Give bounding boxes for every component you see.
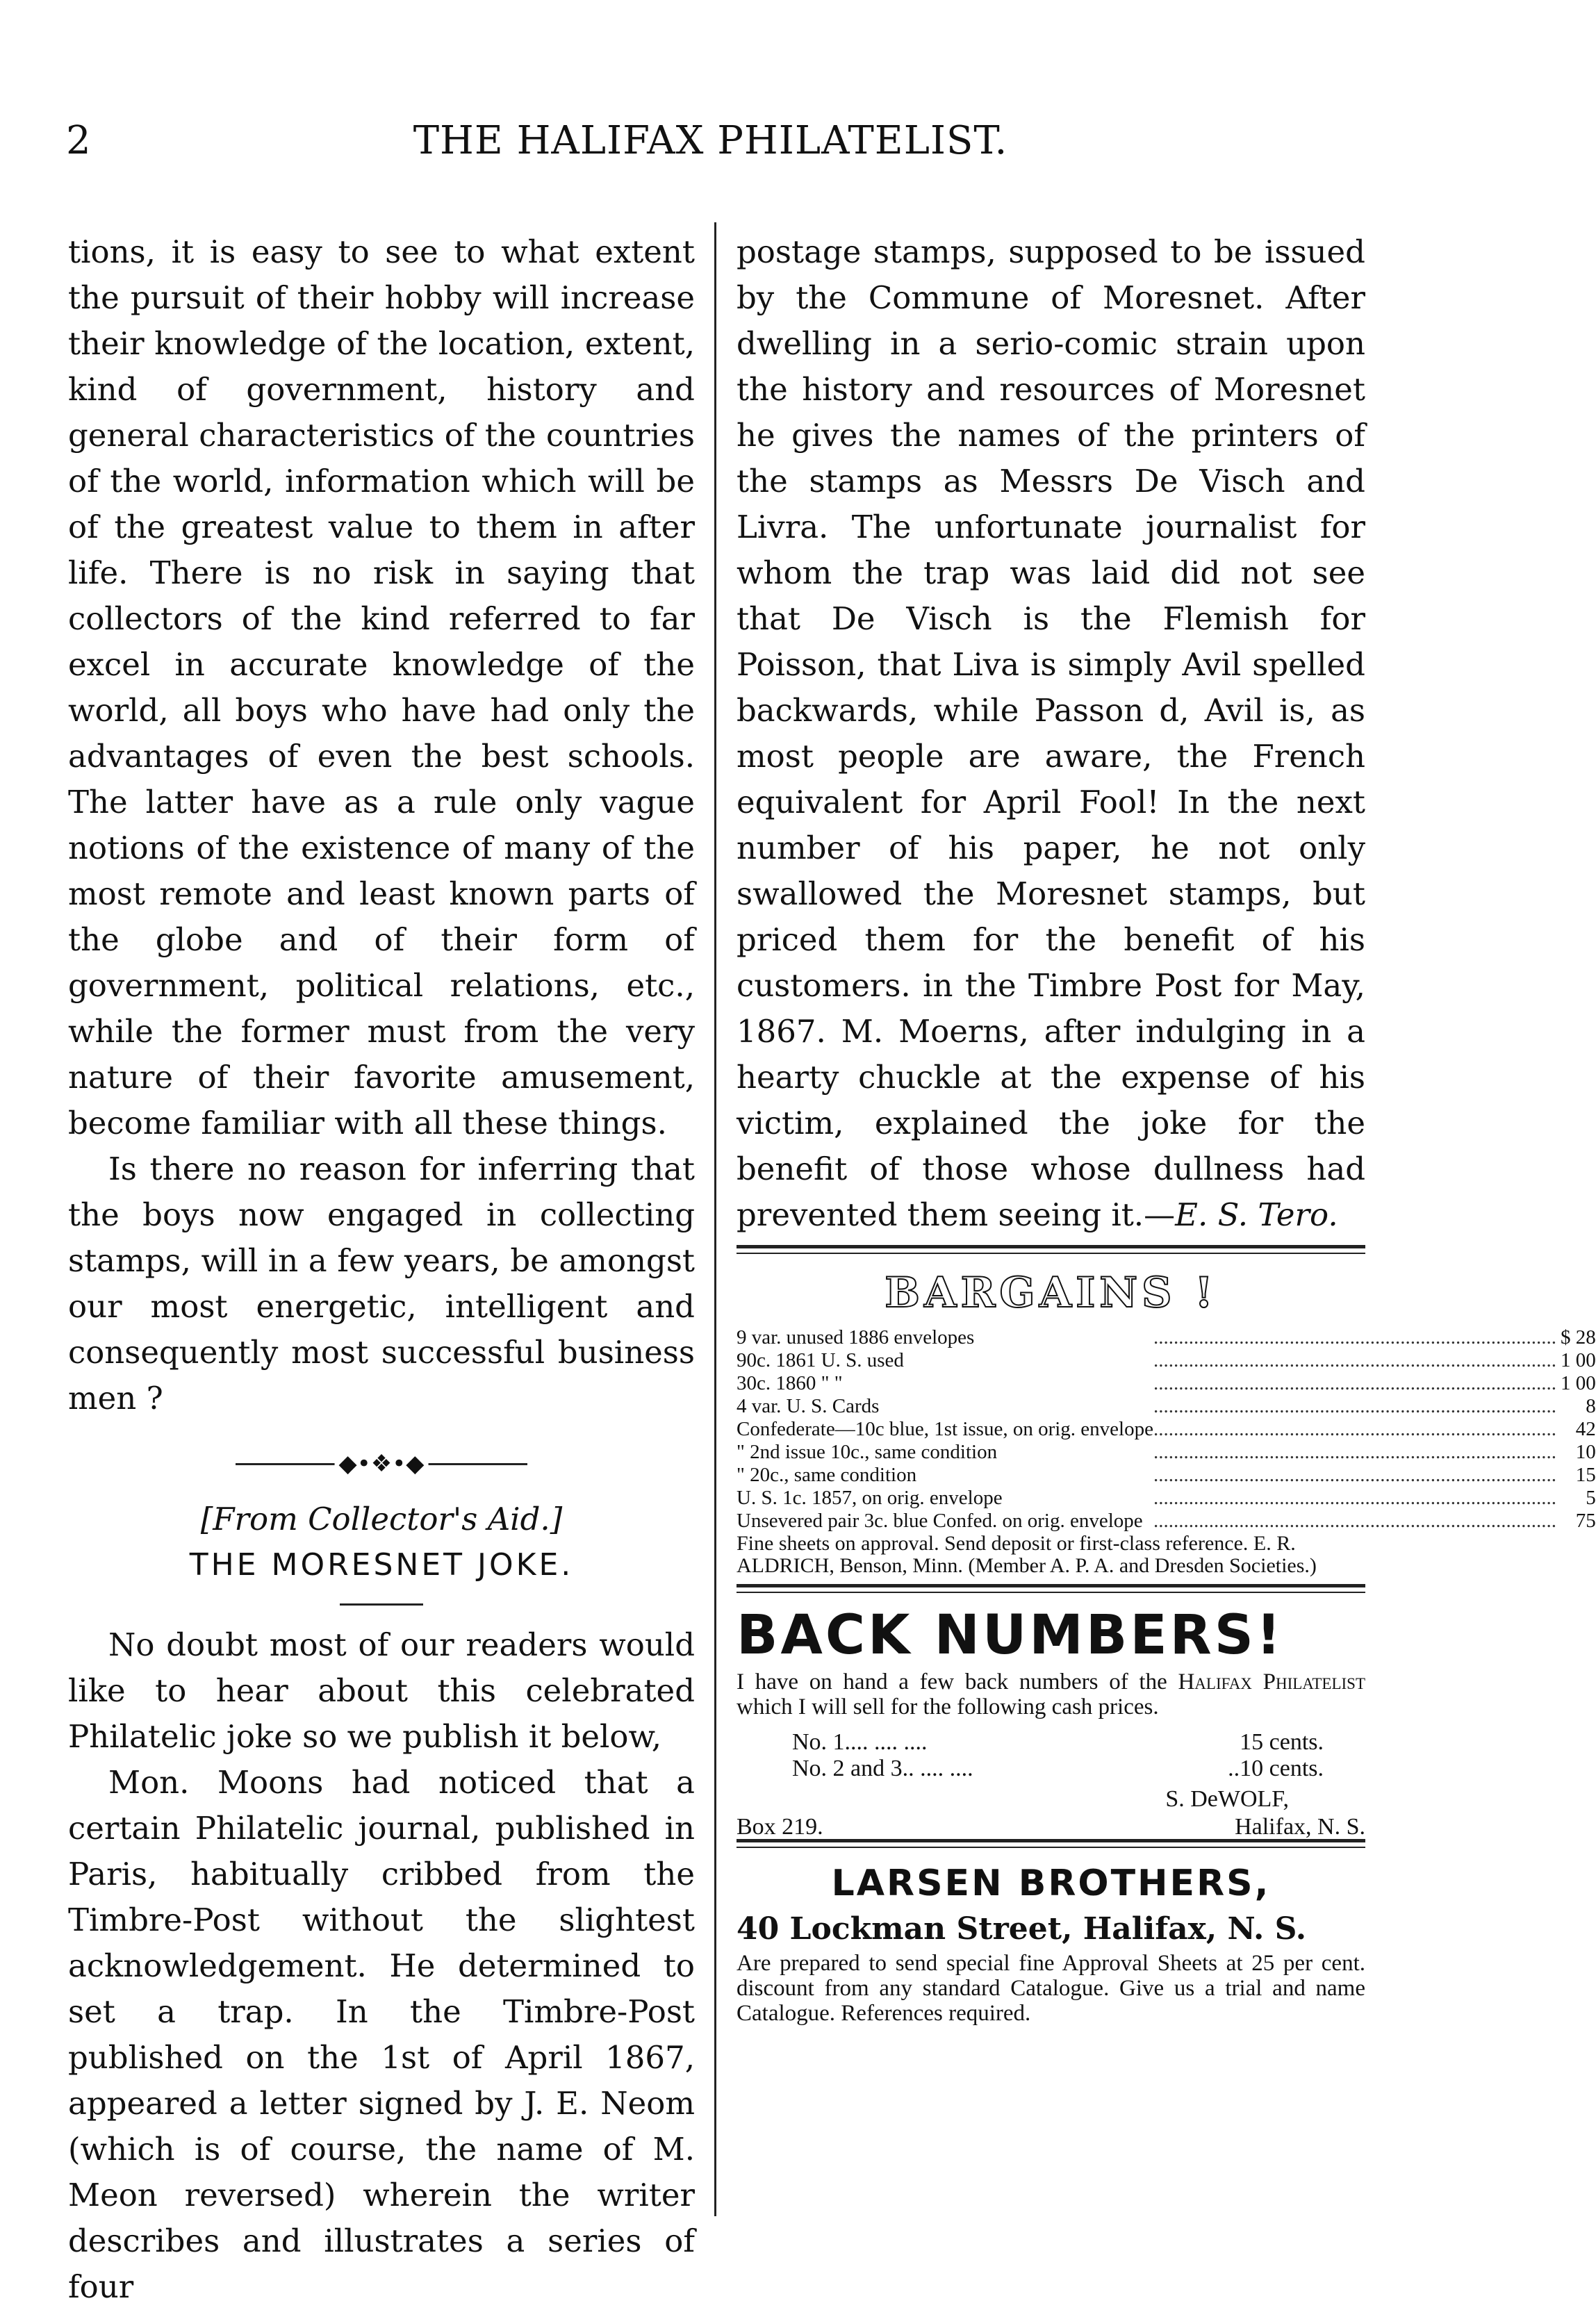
bargains-heading: BARGAINS ! bbox=[885, 1269, 1217, 1317]
bargain-row bbox=[737, 1510, 1596, 1533]
intro-text: which I will sell for the following cash prices. bbox=[737, 1694, 1159, 1719]
larsen-body: Are prepared to send special fine Approval Sheets at 25 per cent. discount from any standard Catalogue. Give us a trial and name Catalogue. References required. bbox=[737, 1951, 1365, 2026]
leader-dots: ................................................................................ bbox=[1153, 1349, 1556, 1371]
ornament-mark: ◆•❖•◆ bbox=[335, 1450, 429, 1478]
leader-dots: ................................................................................ bbox=[1153, 1487, 1556, 1509]
bargain-price: 75 bbox=[1575, 1510, 1596, 1532]
back-numbers-heading: BACK NUMBERS! bbox=[737, 1604, 1284, 1667]
bargain-row bbox=[737, 1441, 1596, 1464]
leader-dots: ................................................................................ bbox=[1153, 1464, 1556, 1486]
bargain-row bbox=[737, 1372, 1596, 1395]
advertiser-location: Halifax, N. S. bbox=[1235, 1814, 1365, 1840]
leader-dots: ................................................................................ bbox=[1153, 1418, 1556, 1440]
publication-name: Halifax Philatelist bbox=[1178, 1669, 1366, 1694]
bargain-row bbox=[737, 1464, 1596, 1487]
publication-title: THE HALIFAX PHILATELIST. bbox=[413, 118, 1008, 163]
bargain-item: U. S. 1c. 1857, on orig. envelope bbox=[737, 1487, 1003, 1509]
ad-separator bbox=[737, 1245, 1365, 1254]
leader-dots: ................................................................................ bbox=[1153, 1441, 1556, 1463]
bargain-item: " 20c., same condition bbox=[737, 1464, 917, 1486]
paragraph: Mon. Moons had noticed that a certain Philatelic journal, published in Paris, habitually cribbed from the Timbre-Post without the slightest acknowledgement. He determined to set a trap. In the Timbre-Post published on the 1st of April 1867, appeared a letter signed by J. E. Neom (which is of course, the name of M. Meon reversed) wherein the writer describes and illustrates a series of four bbox=[68, 1764, 695, 2305]
back-numbers-intro bbox=[737, 1669, 1365, 1719]
box-number: Box 219. bbox=[737, 1814, 823, 1840]
back-numbers-ad bbox=[737, 1604, 1366, 1840]
bargain-price: 10 bbox=[1575, 1441, 1596, 1463]
paragraph: No doubt most of our readers would like to hear about this celebrated Philatelic joke so we publish it below, bbox=[68, 1626, 695, 1755]
bargain-row bbox=[737, 1349, 1596, 1372]
leader-dots: ................................................................................ bbox=[1153, 1372, 1556, 1394]
left-column bbox=[68, 229, 695, 2310]
advertiser-name: S. DeWOLF, bbox=[1165, 1786, 1289, 1812]
bargains-price-list bbox=[737, 1326, 1596, 1533]
bargains-ad bbox=[737, 1265, 1596, 1577]
article-source: [From Collector's Aid.] bbox=[200, 1501, 563, 1537]
price-row bbox=[737, 1719, 1365, 1755]
bargain-price: $ 28 bbox=[1560, 1326, 1596, 1348]
bargain-price: 5 bbox=[1586, 1487, 1596, 1509]
issue-label: No. 2 and 3.. .... .... bbox=[792, 1756, 973, 1781]
bargain-item: 90c. 1861 U. S. used bbox=[737, 1349, 904, 1371]
bargain-item: Confederate—10c blue, 1st issue, on orig. envelope bbox=[737, 1418, 1153, 1440]
intro-text: I have on hand a few back numbers of the bbox=[737, 1669, 1167, 1694]
larsen-ad bbox=[737, 1859, 1365, 2026]
issue-label: No. 1.... .... .... bbox=[792, 1729, 928, 1755]
bargain-item: 4 var. U. S. Cards bbox=[737, 1395, 880, 1417]
title-rule bbox=[340, 1603, 423, 1606]
bargain-price: 1 00 bbox=[1560, 1349, 1596, 1371]
bargain-row bbox=[737, 1395, 1596, 1418]
bargain-row bbox=[737, 1487, 1596, 1510]
bargain-row bbox=[737, 1418, 1596, 1441]
section-ornament bbox=[68, 1448, 695, 1476]
page-header bbox=[66, 118, 1355, 174]
bargain-price: 15 bbox=[1575, 1464, 1596, 1486]
column-divider bbox=[714, 222, 716, 2216]
issue-price: 15 cents. bbox=[1240, 1729, 1324, 1755]
ornament-rule bbox=[236, 1449, 527, 1478]
paragraph-text: postage stamps, supposed to be issued by the Commune of Moresnet. After dwelling in a serio-comic strain upon the history and resources of Moresnet he gives the names of the printers of the stamps as Messrs De Visch and Livra. The unfortunate journalist for whom the trap was laid did not see that De Visch is the Flemish for Poisson, that Liva is simply Avil spelled backwards, while Passon d, Avil is, as most people are aware, the French equivalent for April Fool! In the next number of his paper, he not only swallowed the Moresnet stamps, but priced them for the benefit of his customers. in the Timbre Post for May, 1867. M. Moerns, after indulging in a hearty chuckle at the expense of his victim, explained the joke for the benefit of those whose dullness had prevented them seeing it.— bbox=[737, 233, 1365, 1233]
issue-price: ..10 cents. bbox=[1228, 1756, 1324, 1781]
advertiser-block bbox=[737, 1776, 1365, 1840]
paragraph bbox=[737, 229, 1365, 1238]
bargain-price: 8 bbox=[1586, 1395, 1596, 1417]
ad-separator bbox=[737, 1584, 1365, 1593]
bargain-price: 42 bbox=[1575, 1418, 1596, 1440]
author-signature: E. S. Tero. bbox=[1175, 1196, 1338, 1233]
article-title: THE MORESNET JOKE. bbox=[189, 1547, 574, 1583]
larsen-address: 40 Lockman Street, Halifax, N. S. bbox=[737, 1911, 1307, 1947]
bargain-item: 30c. 1860 " " bbox=[737, 1372, 843, 1394]
paragraph: Is there no reason for inferring that the boys now engaged in collecting stamps, will in a few years, be amongst our most energetic, intelligent and consequently most successful business men ? bbox=[68, 1150, 695, 1417]
page-number: 2 bbox=[66, 118, 92, 163]
bargain-item: " 2nd issue 10c., same condition bbox=[737, 1441, 998, 1463]
leader-dots: ................................................................................ bbox=[1153, 1395, 1556, 1417]
right-column bbox=[737, 229, 1596, 2026]
paragraph: tions, it is easy to see to what extent the pursuit of their hobby will increase their knowledge of the location, extent, kind of government, history and general characteristics of the countries of the world, information which will be of the greatest value to them in after life. There is no risk in saying that collectors of the kind referred to far excel in accurate knowledge of the world, all boys who have had only the advantages of even the best schools. The latter have as a rule only vague notions of the existence of many of the most remote and least known parts of the globe and of their form of government, political relations, etc., while the former must from the very nature of their favorite amusement, become familiar with all these things. bbox=[68, 233, 695, 1141]
bargain-price: 1 00 bbox=[1560, 1372, 1596, 1394]
leader-dots: ................................................................................ bbox=[1153, 1326, 1556, 1348]
bargain-item: 9 var. unused 1886 envelopes bbox=[737, 1326, 975, 1348]
bargains-footer: Fine sheets on approval. Send deposit or first-class reference. E. R. ALDRICH, Benson, Minn. (Member A. P. A. and Dresden Societies.) bbox=[737, 1532, 1317, 1577]
larsen-heading: LARSEN BROTHERS, bbox=[831, 1863, 1271, 1904]
bargain-row bbox=[737, 1326, 1596, 1349]
bargain-item: Unsevered pair 3c. blue Confed. on orig. envelope bbox=[737, 1510, 1143, 1532]
price-row bbox=[737, 1746, 1365, 1781]
leader-dots: ................................................................................ bbox=[1153, 1510, 1556, 1532]
